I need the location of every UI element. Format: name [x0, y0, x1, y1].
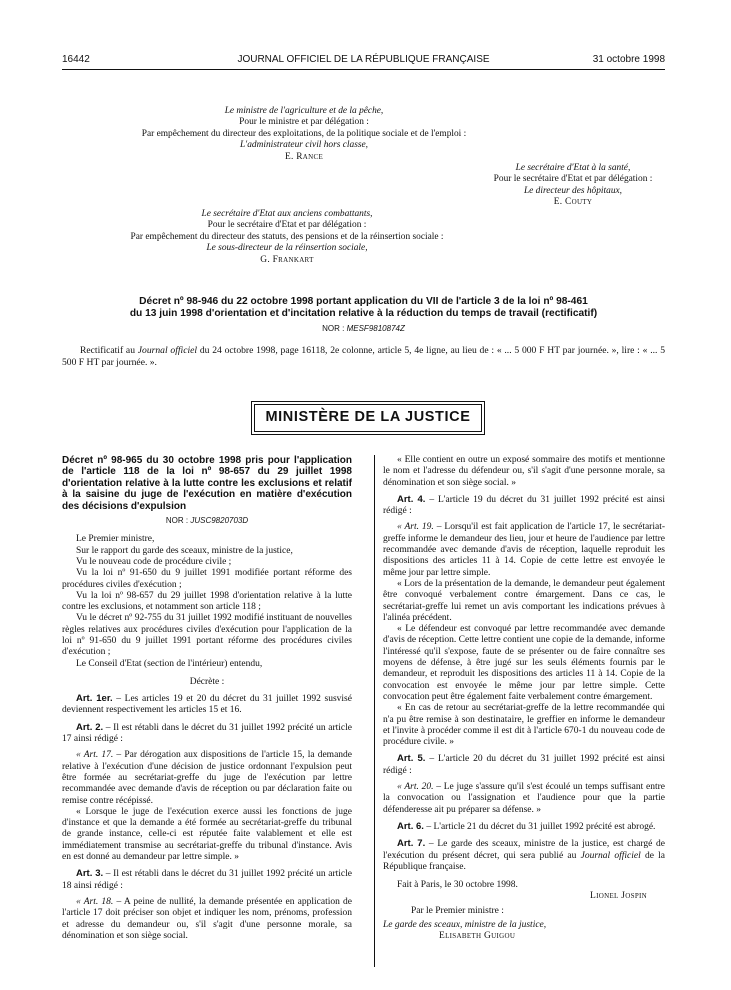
paragraph: « En cas de retour au secrétariat-greffe de la lettre recommandée qui n'a pu être remise à son destinataire, le greffier en informe le demandeur et l'invite à procéder comme il est dit à l'article 670-1 du nouveau code de procédure civile. »	[383, 703, 665, 748]
paragraph: « Le défendeur est convoqué par lettre recommandée avec demande d'avis de réception. Cette lettre contient une copie de la demande, informe l'intéressé qu'il s'expose, faute de se présenter ou de faire connaître ses moyens de défense, à être jugé sur les seuls éléments fournis par le demandeur, et reproduit les dispositions des articles 11 à 14. Copie de la convocation est envoyée le même jour par lettre simple. Cette convocation peut être également faite verbalement contre émargement.	[383, 624, 665, 702]
article-7	[383, 838, 665, 873]
article-19-text	[383, 522, 665, 578]
sig-function: Le directeur des hôpitaux,	[523, 185, 623, 196]
page-header	[62, 54, 665, 68]
sig-delegation: Pour le ministre et par délégation :	[239, 117, 369, 128]
article-5	[383, 753, 665, 777]
art-text: – Il est rétabli dans le décret du 31 juillet 1992 précité un article 17 ainsi rédigé :	[62, 722, 352, 745]
sig-empechement: Par empêchement du directeur des statuts, des pensions et de la réinsertion sociale :	[130, 231, 444, 242]
nor-reference-2	[62, 515, 352, 526]
sig-name: G. Frankart	[260, 254, 314, 265]
art-text: – Par dérogation aux dispositions de l'article 15, la demande relative à l'exécution d'une décision de justice ordonnant l'expulsion peut être formée au secrétariat-greffe du juge de l'exécution par lettre recommandée avec demande d'avis de réception ou par déclaration faite ou remise contre récépissé.	[62, 750, 353, 806]
issue-date: 31 octobre 1998	[592, 54, 665, 65]
art-label: « Art. 19.	[397, 522, 434, 533]
article-6	[383, 821, 665, 833]
column-right	[383, 455, 665, 943]
rectif-a: Rectificatif au	[80, 345, 138, 356]
art-label: Art. 6.	[397, 820, 424, 832]
art-label: Art. 1er.	[76, 693, 113, 705]
decree-965-title: Décret nº 98-965 du 30 octobre 1998 pris pour l'application de l'article 118 de la loi nº 98-657 du 29 juillet 1998 d'orientation relative à la lutte contre les exclusions et relatif à la saisine du juge de l'exécution en matière d'exécution des décisions d'expulsion	[62, 455, 352, 512]
garde-des-sceaux: Le garde des sceaux, ministre de la justice,	[383, 919, 547, 930]
ministry-heading: MINISTÈRE DE LA JUSTICE	[254, 404, 482, 432]
paragraph: Vu le nouveau code de procédure civile ;	[76, 556, 232, 567]
decree-946-title	[62, 296, 665, 335]
article-4	[383, 494, 665, 518]
par-premier-ministre: Par le Premier ministre :	[411, 905, 504, 916]
art-label: Art. 3.	[76, 868, 104, 880]
art-text: – L'article 20 du décret du 31 juillet 1992 précité est ainsi rédigé :	[383, 754, 665, 776]
nor-reference	[62, 323, 665, 335]
art-text: – Le garde des sceaux, ministre de la justice, est chargé de l'exécution du présent décret, qui sera publié au	[383, 839, 665, 861]
column-rule	[374, 455, 375, 967]
art-label: Art. 2.	[76, 721, 104, 733]
page-number: 16442	[62, 54, 90, 65]
sig-name: E. Rance	[284, 151, 324, 162]
article-2	[62, 722, 352, 746]
journal-title: JOURNAL OFFICIEL DE LA RÉPUBLIQUE FRANÇAISE	[237, 54, 490, 65]
article-20-text	[383, 782, 665, 816]
column-left	[62, 455, 352, 942]
header-rule	[62, 69, 665, 70]
fait-a-paris: Fait à Paris, le 30 octobre 1998.	[397, 880, 518, 891]
article-18-text	[62, 897, 352, 942]
art-label: Art. 7.	[397, 838, 426, 850]
sig-function: L'administrateur civil hors classe,	[239, 140, 369, 151]
paragraph: « Lorsque le juge de l'exécution exerce aussi les fonctions de juge d'instance et que la demande a été formée au secrétariat-greffe du tribunal de grande instance, celle-ci est réputée faite valablement et elle est immédiatement transmise au secrétariat-greffe du tribunal d'instance. Avis en est donné au demandeur par lettre simple. »	[62, 806, 352, 863]
art-text: – L'article 19 du décret du 31 juillet 1992 précité est ainsi rédigé :	[383, 494, 665, 517]
sig-empechement: Par empêchement du directeur des exploitations, de la politique sociale et de l'emploi :	[141, 128, 467, 139]
title-line-1: Décret nº 98-946 du 22 octobre 1998 portant application du VII de l'article 3 de la loi nº 98-461	[139, 296, 588, 307]
sig-delegation: Pour le secrétaire d'Etat et par délégation :	[207, 220, 367, 231]
sig-function: Le sous-directeur de la réinsertion sociale,	[206, 243, 368, 254]
rectificatif-text	[62, 345, 665, 369]
signature-jospin: Lionel Jospin	[590, 891, 647, 902]
art-label: « Art. 18.	[76, 896, 114, 907]
article-17-text	[62, 750, 352, 806]
nor-label: NOR :	[165, 516, 189, 526]
sig-title: Le secrétaire d'Etat à la santé,	[515, 163, 631, 173]
paragraph: Sur le rapport du garde des sceaux, ministre de la justice,	[76, 545, 293, 556]
art-text: – Les articles 19 et 20 du décret du 31 juillet 1992 susvisé deviennent respectivement les articles 15 et 16.	[62, 694, 352, 716]
paragraph: « Elle contient en outre un exposé sommaire des motifs et mentionne le nom et l'adresse du défendeur ou, s'il s'agit d'une personne morale, sa dénomination et son siège social. »	[383, 455, 665, 488]
nor-code: JUSC9820703D	[190, 516, 249, 526]
paragraph: Vu le décret nº 92-755 du 31 juillet 1992 modifié instituant de nouvelles règles relatives aux procédures civiles d'exécution pour l'application de la loi nº 91-650 du 9 juillet 1991 portant réforme des procédures civiles d'exécution ;	[62, 613, 352, 658]
paragraph: « Lors de la présentation de la demande, le demandeur peut également être convoqué verbalement contre émargement. Dans ce cas, le secrétariat-greffe lui remet un avis comportant les indications prévues à l'alinéa précédent.	[383, 578, 665, 623]
art-text: – Le juge s'assure qu'il s'est écoulé un temps suffisant entre la convocation ou l'assignation et l'audience pour que la partie défenderesse ait pu préparer sa défense. »	[383, 782, 666, 815]
nor-code: MESF9810874Z	[346, 324, 405, 333]
art-text: – Lorsqu'il est fait application de l'article 17, le secrétariat-greffe informe le demandeur des lieu, jour et heure de l'audience par lettre recommandée avec demande d'avis de réception, laquelle reproduit les dispositions des articles 11 à 14. Copie de cette lettre est envoyée le même jour par lettre simple.	[383, 522, 666, 578]
signature-sante	[462, 163, 684, 209]
decrete: Décrète :	[189, 676, 225, 687]
art-jo: Journal officiel	[580, 850, 641, 861]
art-text: – Il est rétabli dans le décret du 31 juillet 1992 précité un article 18 ainsi rédigé :	[62, 869, 352, 891]
paragraph: Le Premier ministre,	[76, 534, 155, 545]
sig-title: Le secrétaire d'Etat aux anciens combattants,	[201, 209, 373, 219]
signature-guigou: Elisabeth Guigou	[439, 931, 516, 942]
paragraph: Vu la loi nº 98-657 du 29 juillet 1998 d'orientation relative à la lutte contre les exclusions, et notamment son article 118 ;	[62, 590, 352, 613]
paragraph: Vu la loi nº 91-650 du 9 juillet 1991 modifiée portant réforme des procédures civiles d'exécution ;	[62, 568, 352, 590]
art-label: Art. 4.	[397, 493, 426, 505]
signature-combattants	[62, 209, 512, 266]
sig-name: E. Couty	[553, 197, 593, 208]
art-label: Art. 5.	[397, 753, 426, 765]
paragraph: Le Conseil d'Etat (section de l'intérieur) entendu,	[76, 658, 263, 669]
rectif-jo: Journal officiel	[137, 345, 198, 356]
article-1	[62, 693, 352, 717]
art-text-end: de la République française.	[383, 850, 666, 872]
art-text: – A peine de nullité, la demande présentée en application de l'article 17 doit préciser son objet et indiquer les nom, prénoms, profession et adresse du demandeur ou, s'il s'agit d'une personne morale, sa dénomination et son siège social.	[62, 896, 352, 941]
sig-title: Le ministre de l'agriculture et de la pêche,	[224, 106, 384, 116]
nor-label: NOR :	[322, 324, 345, 333]
art-text: – L'article 21 du décret du 31 juillet 1992 précité est abrogé.	[423, 821, 656, 832]
art-label: « Art. 20.	[397, 782, 434, 793]
article-3	[62, 868, 352, 892]
signature-agriculture	[62, 106, 546, 163]
art-label: « Art. 17.	[76, 750, 114, 761]
rectif-b: du 24 octobre 1998, page 16118, 2e colonne, article 5, 4e ligne, au lieu de : « ... 5 000 F HT par journée. », lire : « ... 5 500 F HT par journée. ».	[62, 345, 665, 368]
title-line-2: du 13 juin 1998 d'orientation et d'incitation relative à la réduction du temps de travail (rectificatif)	[129, 308, 598, 319]
sig-delegation: Pour le secrétaire d'Etat et par délégation :	[493, 174, 653, 185]
